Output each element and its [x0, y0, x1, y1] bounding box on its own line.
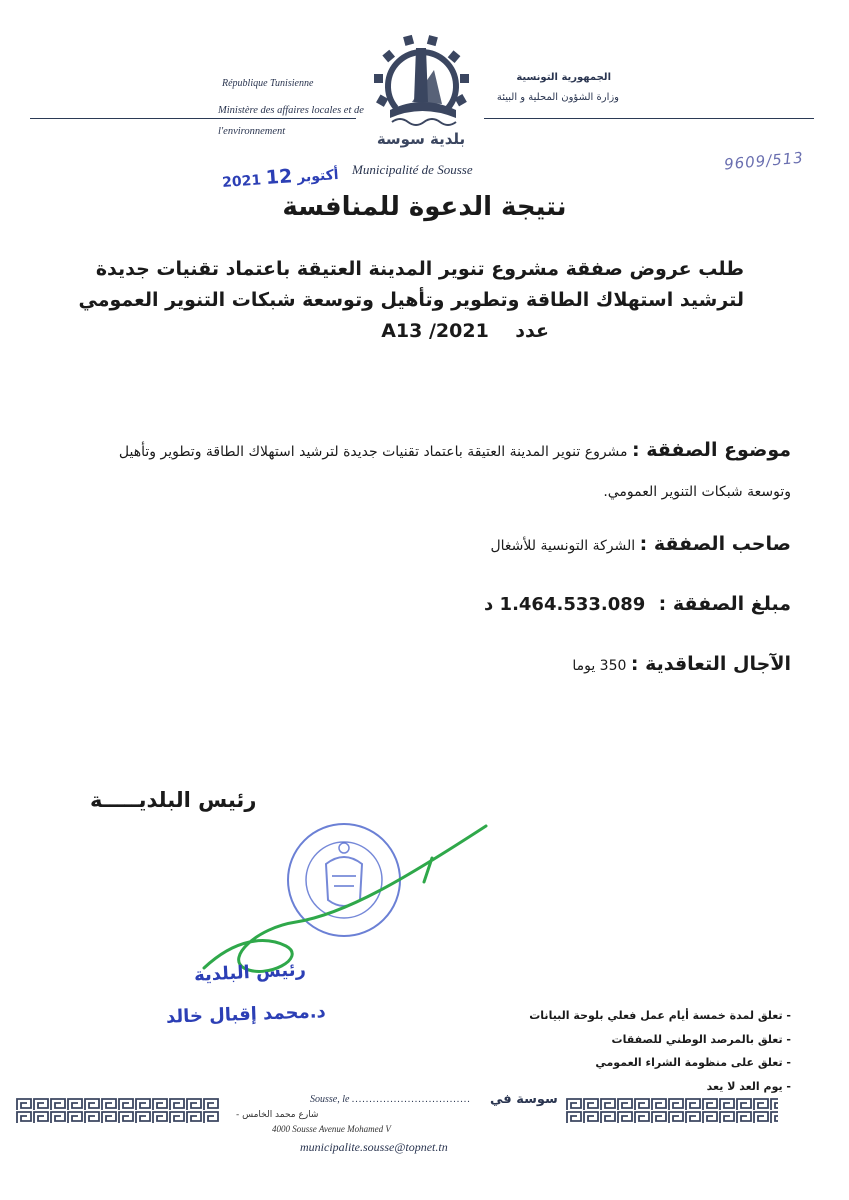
owner-field	[51, 526, 791, 564]
note-item: - تعلق على منظومة الشراء العمومي	[595, 1056, 791, 1069]
ministry-fr: Ministère des affaires locales et de l'environnement	[218, 105, 364, 137]
footer-city-fr: Sousse, le ..................................	[310, 1094, 471, 1105]
footer-pattern-left-icon	[16, 1098, 220, 1124]
handwritten-reference: 9609/513	[723, 148, 805, 174]
owner-label: صاحب الصفقة :	[639, 533, 791, 555]
municipality-ar: بلدية سوسة	[376, 130, 466, 148]
footer-pattern-right-icon	[566, 1098, 778, 1124]
ministry-ar: وزارة الشؤون المحلية و البيئة	[496, 92, 619, 103]
date-month: أكتوبر	[296, 166, 340, 186]
note-item: - يوم العد لا يعد	[706, 1079, 791, 1093]
subject-field	[51, 432, 791, 470]
subject-field-cont	[51, 474, 791, 510]
municipality-fr: Municipalité de Sousse	[352, 162, 473, 177]
subject-label: موضوع الصفقة :	[632, 439, 791, 461]
owner-value: الشركة التونسية للأشغال	[490, 538, 636, 554]
subject-value-line1: مشروع تنوير المدينة العتيقة باعتماد تقنيات جديدة لترشيد استهلاك الطاقة وتطوير وتأهيل	[118, 444, 628, 460]
tender-number-value: A13 /2021	[381, 320, 489, 342]
note-item: - تعلق بالمرصد الوطني للصفقات	[611, 1032, 791, 1046]
signature-name: د.محمد إقبال خالد	[165, 1001, 327, 1028]
subtitle-line-1: طلب عروض صفقة مشروع تنوير المدينة العتيقة باعتماد تقنيات جديدة	[95, 258, 744, 280]
header-rule-right	[484, 118, 814, 119]
subtitle-line-2: لترشيد استهلاك الطاقة وتطوير وتأهيل وتوسعة شبكات التنوير العمومي	[78, 289, 744, 311]
date-year: 2021	[221, 172, 262, 192]
footer-city-fr-text: Sousse, le	[310, 1094, 350, 1105]
date-day: 12	[265, 165, 294, 189]
deadline-field	[51, 646, 791, 684]
amount-field	[51, 586, 791, 624]
deadline-label: الآجال التعاقدية :	[630, 653, 791, 675]
footer-address-ar: شارع محمد الخامس -	[236, 1110, 319, 1120]
amount-label: مبلغ الصفقة :	[658, 593, 791, 615]
amount-value: 1.464.533.089 د	[484, 594, 646, 615]
mayor-title: رئيس البلديـــــة	[90, 788, 257, 812]
footer-city-ar: سوسة في	[490, 1092, 558, 1107]
footer-email: municipalite.sousse@topnet.tn	[300, 1140, 448, 1154]
republic-fr: République Tunisienne	[222, 78, 314, 89]
subject-value-line2: وتوسعة شبكات التنوير العمومي.	[603, 484, 791, 500]
signature-role: رئيس البلدية	[193, 959, 307, 986]
republic-ar: الجمهورية التونسية	[516, 72, 611, 83]
tender-number-label: عدد	[515, 320, 549, 342]
document-title: نتيجة الدعوة للمنافسة	[282, 192, 567, 222]
tender-number-row	[249, 316, 549, 347]
footer-phone: 4000 Sousse Avenue Mohamed V	[272, 1124, 391, 1134]
footer-address	[236, 1110, 318, 1120]
handwritten-date	[221, 162, 339, 192]
deadline-value: 350 يوما	[572, 658, 627, 674]
note-item: - تعلق لمدة خمسة أيام عمل فعلي بلوحة البيانات	[529, 1009, 791, 1022]
municipality-logo-icon	[366, 30, 478, 134]
notes-list	[461, 1004, 791, 1098]
